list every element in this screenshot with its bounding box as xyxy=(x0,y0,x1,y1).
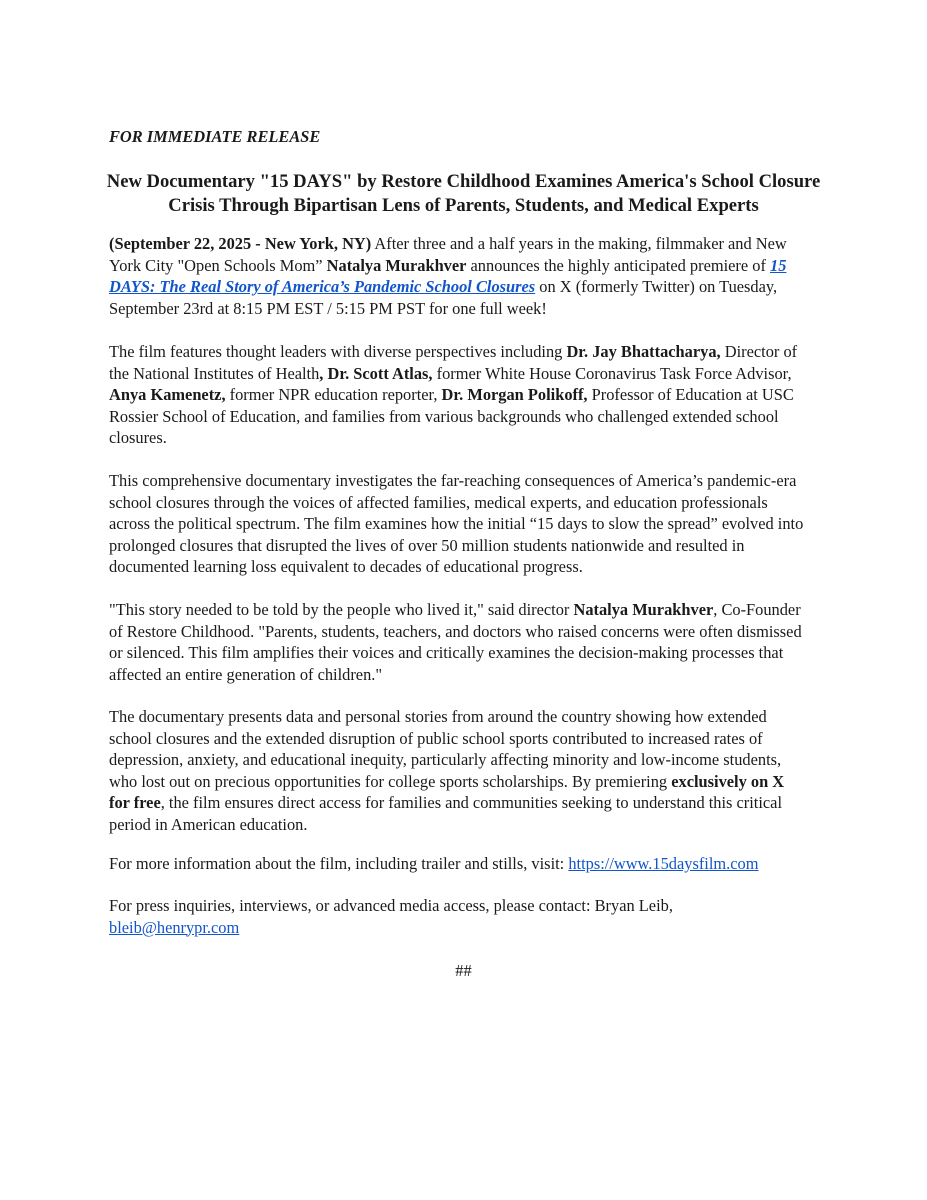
person-name: , Dr. Scott Atlas, xyxy=(319,363,433,383)
website-link[interactable]: https://www.15daysfilm.com xyxy=(568,854,759,873)
text: announces the highly anticipated premiere of xyxy=(466,255,771,275)
paragraph-featured-leaders xyxy=(109,341,821,449)
release-label: FOR IMMEDIATE RELEASE xyxy=(109,127,321,146)
text: on X (formerly Twitter) on Tuesday, xyxy=(535,277,778,297)
emphasis: for free xyxy=(109,793,161,813)
person-name: Anya Kamenetz, xyxy=(109,385,226,405)
paragraph-director-quote xyxy=(109,599,821,685)
paragraph-data-stories xyxy=(109,706,821,836)
paragraph-more-info xyxy=(109,853,821,875)
text: affected an entire generation of children." xyxy=(109,664,383,684)
email-link[interactable]: bleib@henrypr.com xyxy=(109,917,240,937)
text: documented learning loss equivalent to decades of educational progress. xyxy=(109,557,583,577)
text: , the film ensures direct access for families and communities seeking to understand this critical xyxy=(160,793,783,813)
person-name: Dr. Morgan Polikoff, xyxy=(441,385,588,405)
text: of Restore Childhood. "Parents, students, teachers, and doctors who raised concerns were often dismissed xyxy=(109,621,802,641)
film-title-link[interactable]: 15 xyxy=(770,255,787,275)
text: or silenced. This film amplifies their voices and critically examines the decision-making processes that xyxy=(109,643,784,663)
text: closures. xyxy=(109,428,167,448)
end-separator: ## xyxy=(455,961,472,980)
text: period in American education. xyxy=(109,814,308,834)
director-name: Natalya Murakhver xyxy=(573,600,714,619)
text: Professor of Education at USC xyxy=(587,385,794,405)
text: school closures and the extended disruption of public school sports contributed to increased rates of xyxy=(109,728,763,748)
film-title-link-cont[interactable]: DAYS: The Real Story of America’s Pandemic School Closures xyxy=(109,277,536,297)
text: Rossier School of Education, and families from various backgrounds who challenged extended school xyxy=(109,406,779,426)
text: , Co-Founder xyxy=(713,600,801,619)
paragraph-investigation xyxy=(109,470,821,578)
text: After three and a half years in the making, filmmaker and New xyxy=(371,234,787,253)
emphasis: exclusively on X xyxy=(671,771,785,791)
paragraph-press-contact xyxy=(109,895,821,938)
text: For press inquiries, interviews, or advanced media access, please contact: Bryan Leib, xyxy=(109,896,673,915)
text: prolonged closures that disrupted the lives of over 50 million students nationwide and resulted in xyxy=(109,535,745,555)
text: former White House Coronavirus Task Force Advisor, xyxy=(432,363,792,383)
text: former NPR education reporter, xyxy=(225,385,442,405)
person-name: Dr. Jay Bhattacharya, xyxy=(566,342,721,361)
text: who lost out on precious opportunities for college sports scholarships. By premiering xyxy=(109,771,672,791)
text: September 23rd at 8:15 PM EST / 5:15 PM PST for one full week! xyxy=(109,298,547,318)
headline-line-2: Crisis Through Bipartisan Lens of Parents, Students, and Medical Experts xyxy=(168,195,759,216)
paragraph-announcement xyxy=(109,233,821,319)
text: depression, anxiety, and educational inequity, particularly affecting minority and low-income students, xyxy=(109,750,782,770)
filmmaker-name: Natalya Murakhver xyxy=(326,255,467,275)
dateline: (September 22, 2025 - New York, NY) xyxy=(109,234,372,253)
headline xyxy=(100,170,827,218)
text: school closures through the voices of affected families, medical experts, and education professionals xyxy=(109,492,768,512)
text: For more information about the film, including trailer and stills, visit: xyxy=(109,854,569,873)
headline-line-1: New Documentary "15 DAYS" by Restore Childhood Examines America's School Closure xyxy=(106,171,821,192)
text: Director of xyxy=(720,342,798,361)
text: across the political spectrum. The film examines how the initial “15 days to slow the spread” evolved into xyxy=(109,514,804,534)
text: This comprehensive documentary investigates the far-reaching consequences of America’s pandemic-era xyxy=(109,471,797,490)
text: the National Institutes of Health xyxy=(109,363,320,383)
text: The film features thought leaders with diverse perspectives including xyxy=(109,342,567,361)
text: The documentary presents data and personal stories from around the country showing how extended xyxy=(109,707,767,726)
text: "This story needed to be told by the people who lived it," said director xyxy=(109,600,574,619)
text: York City "Open Schools Mom” xyxy=(109,255,327,275)
